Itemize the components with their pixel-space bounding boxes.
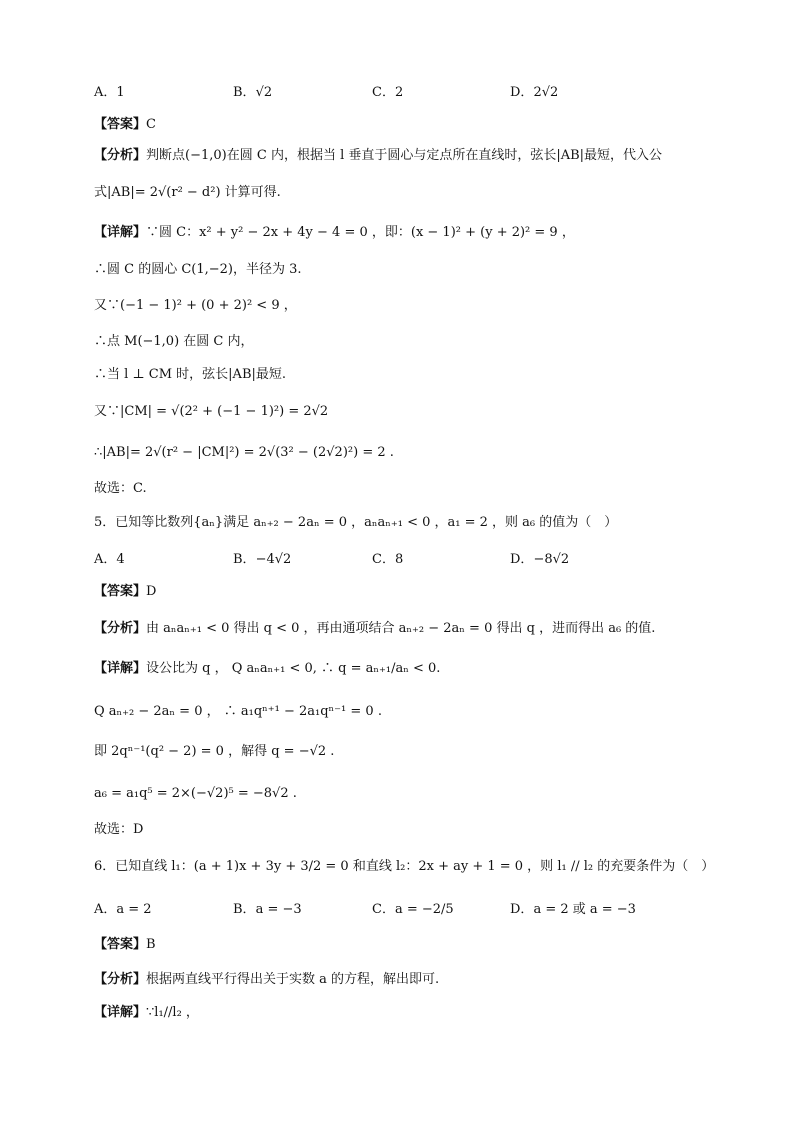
q4-option-a: A．1: [94, 85, 125, 100]
q5-conclusion: 故选：D: [94, 822, 144, 837]
q5-option-b: B．−4√2: [233, 552, 292, 567]
q6-analysis: 【分析】根据两直线平行得出关于实数 a 的方程，解出即可.: [94, 972, 440, 987]
q4-option-d: D．2√2: [510, 85, 559, 100]
q6-stem: 6．已知直线 l₁：(a + 1)x + 3y + 3/2 = 0 和直线 l₂：2x + ay + 1 = 0 ，则 l₁ // l₂ 的充要条件为（ ）: [94, 859, 715, 874]
q4-analysis-line-1: 【分析】判断点(−1,0)在圆 C 内，根据当 l 垂直于圆心与定点所在直线时，弦长|AB|最短，代入公: [94, 148, 663, 163]
q4-detail-line-4: ∴点 M(−1,0) 在圆 C 内，: [94, 334, 254, 349]
q4-option-c: C．2: [372, 85, 404, 100]
q5-option-c: C．8: [372, 552, 404, 567]
q4-detail-line-2: ∴圆 C 的圆心 C(1,−2)，半径为 3.: [94, 262, 302, 277]
q6-option-d: D．a = 2 或 a = −3: [510, 902, 636, 917]
q4-detail-line-3: 又∵(−1 − 1)² + (0 + 2)² < 9 ，: [94, 298, 297, 313]
q4-detail-line-6: 又∵|CM| = √(2² + (−1 − 1)²) = 2√2: [94, 404, 329, 419]
q6-option-a: A．a = 2: [94, 902, 152, 917]
q5-detail-line-2: Q aₙ₊₂ − 2aₙ = 0 ， ∴ a₁qⁿ⁺¹ − 2a₁qⁿ⁻¹ = 0 .: [94, 704, 382, 719]
q6-option-c: C．a = −2/5: [372, 902, 454, 917]
q5-detail-line-4: a₆ = a₁q⁵ = 2×(−√2)⁵ = −8√2 .: [94, 786, 297, 801]
q4-detail-line-7: ∴|AB|= 2√(r² − |CM|²) = 2√(3² − (2√2)²) = 2 .: [94, 445, 394, 460]
q4-answer: 【答案】C: [94, 117, 156, 132]
q5-option-a: A．4: [94, 552, 125, 567]
q4-analysis-line-2: 式|AB|= 2√(r² − d²) 计算可得.: [94, 185, 281, 200]
q5-option-d: D．−8√2: [510, 552, 570, 567]
q6-detail-line-1: 【详解】∵l₁//l₂ ，: [94, 1005, 199, 1020]
q6-answer: 【答案】B: [94, 937, 156, 952]
q5-detail-line-3: 即 2qⁿ⁻¹(q² − 2) = 0 ，解得 q = −√2 .: [94, 744, 335, 759]
q6-option-b: B．a = −3: [233, 902, 302, 917]
q5-detail-line-1: 【详解】设公比为 q ， Q aₙaₙ₊₁ < 0, ∴ q = aₙ₊₁/aₙ < 0.: [94, 661, 441, 676]
q4-conclusion: 故选：C.: [94, 481, 147, 496]
q4-detail-line-1: 【详解】∵圆 C：x² + y² − 2x + 4y − 4 = 0 ，即：(x − 1)² + (y + 2)² = 9 ，: [94, 225, 575, 240]
q4-detail-line-5: ∴当 l ⊥ CM 时，弦长|AB|最短.: [94, 367, 287, 382]
q5-answer: 【答案】D: [94, 584, 157, 599]
q5-analysis: 【分析】由 aₙaₙ₊₁ < 0 得出 q < 0 ，再由通项结合 aₙ₊₂ − 2aₙ = 0 得出 q ，进而得出 a₆ 的值.: [94, 621, 656, 636]
q5-stem: 5．已知等比数列{aₙ}满足 aₙ₊₂ − 2aₙ = 0 ，aₙaₙ₊₁ < 0 ，a₁ = 2 ，则 a₆ 的值为（ ）: [94, 515, 618, 530]
q4-option-b: B．√2: [233, 85, 273, 100]
